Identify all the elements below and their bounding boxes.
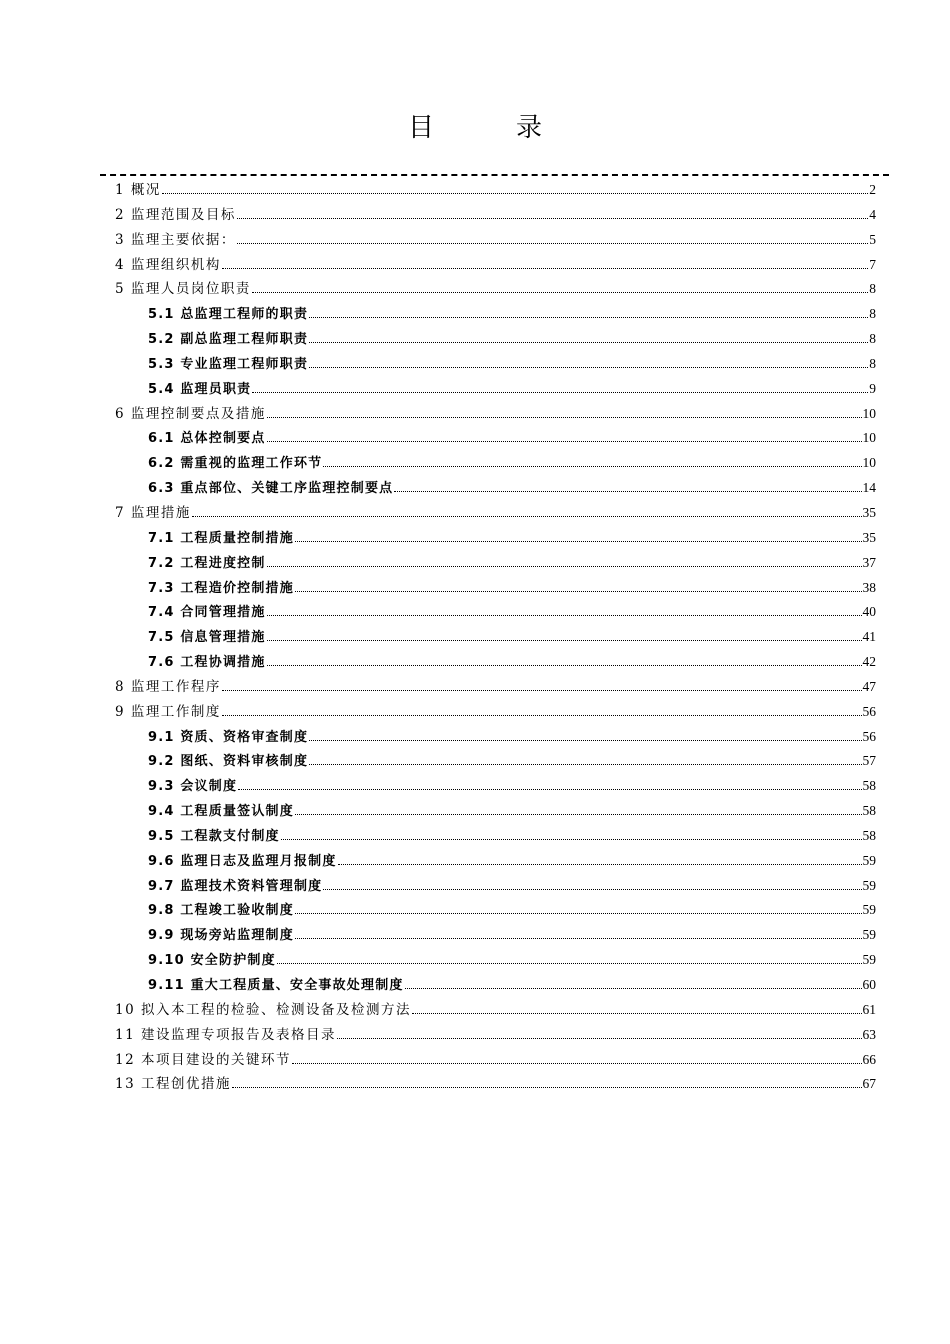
toc-dot-leader: [162, 193, 868, 194]
toc-dot-leader: [267, 441, 862, 442]
toc-dot-leader: [292, 1063, 862, 1064]
toc-entry[interactable]: [115, 675, 876, 700]
toc-entry-label: 8 监理工作程序: [115, 678, 221, 695]
toc-entry-page-number: 42: [862, 654, 876, 670]
toc-entry-label: 7.5 信息管理措施: [148, 630, 266, 646]
toc-entry-page-number: 35: [862, 529, 876, 545]
toc-entry-page-number: 4: [869, 206, 876, 222]
toc-entry-label: 5.1 总监理工程师的职责: [148, 307, 309, 323]
toc-entry-page-number: 56: [862, 728, 876, 744]
toc-entry-label: 9.2 图纸、资料审核制度: [148, 754, 309, 770]
toc-dot-leader: [237, 218, 868, 219]
toc-dot-leader: [337, 1038, 862, 1039]
toc-entry[interactable]: [115, 824, 876, 849]
toc-entry[interactable]: [115, 948, 876, 973]
toc-entry-label: 9.11 重大工程质量、安全事故处理制度: [148, 978, 404, 993]
toc-entry[interactable]: [115, 451, 876, 476]
toc-entry-page-number: 63: [862, 1026, 876, 1042]
toc-entry-page-number: 67: [862, 1076, 876, 1092]
toc-dot-leader: [295, 913, 862, 914]
toc-dot-leader: [232, 1087, 862, 1088]
toc-dot-leader: [309, 740, 861, 741]
toc-entry-label: 9.10 安全防护制度: [148, 953, 276, 969]
toc-dot-leader: [192, 516, 862, 517]
toc-entry-page-number: 41: [862, 629, 876, 645]
toc-entry-page-number: 58: [862, 827, 876, 843]
table-of-contents: [115, 178, 876, 1097]
toc-dot-leader: [267, 615, 862, 616]
toc-entry-label: 7.2 工程进度控制: [148, 555, 266, 571]
toc-entry-page-number: 10: [862, 455, 876, 471]
toc-entry[interactable]: [115, 650, 876, 675]
toc-entry-label: 2 监理范围及目标: [115, 206, 236, 223]
toc-dot-leader: [295, 541, 862, 542]
toc-entry-page-number: 40: [862, 604, 876, 620]
toc-entry[interactable]: [115, 352, 876, 377]
toc-dot-leader: [323, 889, 861, 890]
toc-entry-page-number: 58: [862, 778, 876, 794]
toc-entry-page-number: 8: [869, 306, 876, 322]
toc-entry-page-number: 59: [862, 877, 876, 893]
toc-dot-leader: [309, 764, 861, 765]
toc-entry-label: 9.7 监理技术资料管理制度: [148, 878, 323, 894]
toc-dot-leader: [309, 342, 868, 343]
toc-entry-label: 6.3 重点部位、关键工序监理控制要点: [148, 481, 394, 497]
toc-entry[interactable]: [115, 1048, 876, 1073]
toc-entry-page-number: 8: [869, 331, 876, 347]
toc-entry-page-number: 66: [862, 1051, 876, 1067]
toc-entry-page-number: 38: [862, 579, 876, 595]
toc-entry-page-number: 10: [862, 430, 876, 446]
toc-dot-leader: [295, 938, 862, 939]
toc-entry-page-number: 37: [862, 554, 876, 570]
toc-entry-label: 7.3 工程造价控制措施: [148, 580, 294, 596]
toc-entry-label: 9.3 会议制度: [148, 779, 238, 795]
toc-dot-leader: [309, 317, 868, 318]
toc-entry-label: 6 监理控制要点及措施: [115, 405, 266, 422]
toc-entry[interactable]: [115, 1023, 876, 1048]
toc-entry-page-number: 59: [862, 952, 876, 968]
toc-entry[interactable]: [115, 998, 876, 1023]
toc-entry-label: 9.4 工程质量签认制度: [148, 804, 294, 820]
toc-entry-label: 1 概况: [115, 182, 161, 198]
toc-entry-page-number: 57: [862, 753, 876, 769]
toc-entry-label: 5.3 专业监理工程师职责: [148, 356, 309, 372]
toc-dot-leader: [281, 839, 862, 840]
toc-entry-page-number: 61: [862, 1001, 876, 1017]
toc-entry-label: 9 监理工作制度: [115, 703, 221, 720]
toc-entry[interactable]: [115, 849, 876, 874]
toc-entry[interactable]: [115, 476, 876, 501]
toc-entry-page-number: 8: [869, 355, 876, 371]
toc-entry[interactable]: [115, 923, 876, 948]
toc-dot-leader: [267, 640, 862, 641]
toc-dot-leader: [267, 665, 862, 666]
toc-entry-label: 9.6 监理日志及监理月报制度: [148, 853, 337, 869]
toc-entry-label: 4 监理组织机构: [115, 256, 221, 273]
toc-entry-page-number: 10: [862, 405, 876, 421]
toc-dot-leader: [394, 491, 861, 492]
toc-entry[interactable]: [115, 402, 876, 427]
toc-dot-leader: [222, 690, 862, 691]
toc-dot-leader: [309, 367, 868, 368]
toc-entry[interactable]: [115, 576, 876, 601]
toc-entry[interactable]: [115, 501, 876, 526]
toc-dot-leader: [295, 814, 862, 815]
toc-entry[interactable]: [115, 253, 876, 278]
toc-entry[interactable]: [115, 327, 876, 352]
toc-entry[interactable]: [115, 551, 876, 576]
header-divider: [100, 174, 889, 176]
toc-dot-leader: [222, 715, 862, 716]
toc-dot-leader: [252, 392, 868, 393]
toc-entry-page-number: 60: [862, 977, 876, 992]
toc-entry[interactable]: [115, 302, 876, 327]
toc-dot-leader: [237, 243, 868, 244]
toc-entry[interactable]: [115, 799, 876, 824]
toc-entry-page-number: 59: [862, 927, 876, 943]
toc-dot-leader: [252, 292, 868, 293]
toc-entry-page-number: 7: [869, 256, 876, 272]
toc-dot-leader: [238, 789, 861, 790]
toc-entry-page-number: 59: [862, 902, 876, 918]
toc-entry[interactable]: [115, 377, 876, 402]
toc-entry-page-number: 56: [862, 703, 876, 719]
toc-dot-leader: [267, 417, 862, 418]
toc-dot-leader: [412, 1013, 862, 1014]
toc-entry[interactable]: [115, 898, 876, 923]
toc-dot-leader: [222, 268, 868, 269]
toc-dot-leader: [267, 566, 862, 567]
toc-entry-page-number: 47: [862, 678, 876, 694]
toc-entry-label: 9.8 工程竣工验收制度: [148, 903, 294, 919]
toc-dot-leader: [295, 591, 862, 592]
toc-entry-label: 7.1 工程质量控制措施: [148, 530, 294, 546]
page-title: 目 录: [407, 113, 570, 144]
toc-entry-page-number: 14: [862, 480, 876, 496]
toc-dot-leader: [338, 864, 862, 865]
toc-entry[interactable]: [115, 600, 876, 625]
toc-entry-label: 5.2 副总监理工程师职责: [148, 332, 309, 348]
toc-entry[interactable]: [115, 725, 876, 750]
toc-entry-page-number: 9: [869, 380, 876, 396]
toc-entry[interactable]: [115, 625, 876, 650]
toc-entry-page-number: 59: [862, 852, 876, 868]
toc-entry-label: 7.4 合同管理措施: [148, 605, 266, 621]
toc-entry-page-number: 58: [862, 803, 876, 819]
toc-entry[interactable]: [115, 228, 876, 253]
toc-entry-label: 7 监理措施: [115, 504, 191, 521]
toc-entry[interactable]: [115, 426, 876, 451]
toc-entry-page-number: 8: [869, 281, 876, 297]
toc-entry-label: 6.2 需重视的监理工作环节: [148, 456, 323, 472]
toc-dot-leader: [277, 963, 862, 964]
toc-entry-page-number: 5: [869, 231, 876, 247]
toc-entry[interactable]: [115, 973, 876, 998]
toc-entry-label: 9.1 资质、资格审查制度: [148, 729, 309, 745]
toc-entry[interactable]: [115, 1072, 876, 1097]
toc-entry[interactable]: [115, 774, 876, 799]
toc-entry-label: 9.9 现场旁站监理制度: [148, 928, 294, 944]
toc-entry-label: 12 本项目建设的关键环节: [115, 1051, 291, 1068]
toc-entry[interactable]: [115, 874, 876, 899]
toc-entry[interactable]: [115, 700, 876, 725]
toc-entry-label: 3 监理主要依据：: [115, 231, 236, 248]
toc-entry-page-number: 35: [862, 504, 876, 520]
toc-entry-label: 6.1 总体控制要点: [148, 431, 266, 447]
toc-entry-label: 7.6 工程协调措施: [148, 655, 266, 671]
toc-entry[interactable]: [115, 178, 876, 203]
toc-entry-label: 5 监理人员岗位职责: [115, 281, 251, 298]
toc-entry[interactable]: [115, 749, 876, 774]
toc-entry-label: 9.5 工程款支付制度: [148, 828, 280, 844]
toc-entry-page-number: 2: [869, 182, 876, 197]
toc-entry[interactable]: [115, 526, 876, 551]
toc-dot-leader: [405, 988, 862, 989]
toc-entry-label: 11 建设监理专项报告及表格目录: [115, 1026, 336, 1043]
toc-entry[interactable]: [115, 203, 876, 228]
toc-entry-label: 5.4 监理员职责: [148, 381, 252, 397]
toc-entry[interactable]: [115, 277, 876, 302]
toc-entry-label: 10 拟入本工程的检验、检测设备及检测方法: [115, 1001, 411, 1018]
toc-dot-leader: [323, 466, 861, 467]
toc-entry-label: 13 工程创优措施: [115, 1076, 231, 1093]
